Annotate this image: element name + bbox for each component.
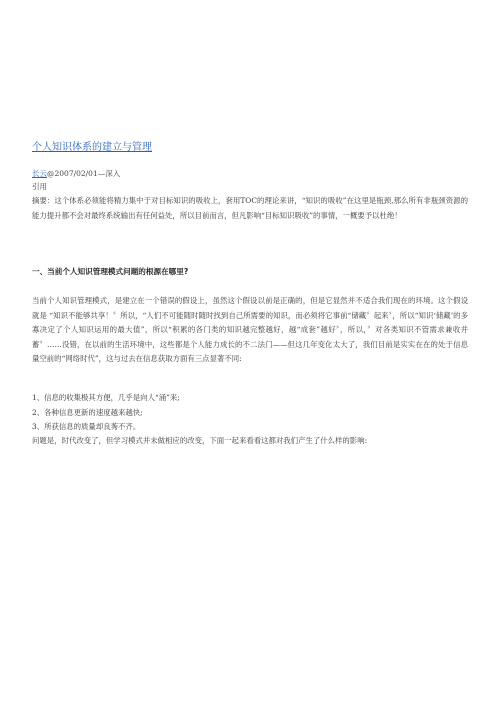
main-paragraph: 当前个人知识管理模式，是建立在一个错误的假设上，虽然这个假设以前是正确的，但是它显然并不适合我们现在的环境。这个假设就是 “知识不能够共享！〞所以，“人们不可能随时随时找到自己所需要的知识，而必须将它事前“储藏〞起来〞，所以“知识‘储藏’的多寡决定了个人知识运用的最大值”，所以“积累的各门类的知识越完整越好，越“成套”越好〞，所以，〞对各类知识不管需求兼收并蓄〞……没错，在以前的生活环境中，这些都是个人能力成长的不二法门——但这几年变化太大了，我们目前是实实在在的处于信息量空前的“网络时代”，这与过去在信息获取方面有三点显著不同:: [32, 296, 468, 364]
date-line: @2007/02/01—深入: [47, 169, 121, 178]
author-link[interactable]: 长云: [32, 169, 47, 178]
difference-list: [32, 391, 180, 435]
article-title-link[interactable]: 个人知识体系的建立与管理: [32, 142, 152, 153]
article-meta: [32, 168, 120, 179]
list-item: 3、所获信息的质量却良莠不齐。: [32, 422, 141, 432]
abstract-paragraph: 摘要：这个体系必须能将精力集中于对目标知识的吸收上，套用TOC的理论来讲，“知识的吸收”在这里是瓶颈,那么所有非瓶颈资源的能力提升都不会对最终系统输出有任何益处，所以目前而言，但凡影响“目标知识吸收”的事情，一概要予以杜绝！: [32, 196, 468, 220]
section-heading: 一、当前个人知识管理模式问题的根源在哪里?: [32, 267, 189, 276]
closing-paragraph: 问题是，时代改变了，但学习模式并未做相应的改变，下面一起来看看这都对我们产生了什么样的影响:: [32, 436, 368, 445]
list-item: 1、信息的收集极其方便，几乎是向人“涌”来;: [32, 393, 180, 402]
quote-label: 引用: [32, 182, 47, 191]
list-item: 2、各种信息更新的速度越来越快;: [32, 407, 143, 417]
